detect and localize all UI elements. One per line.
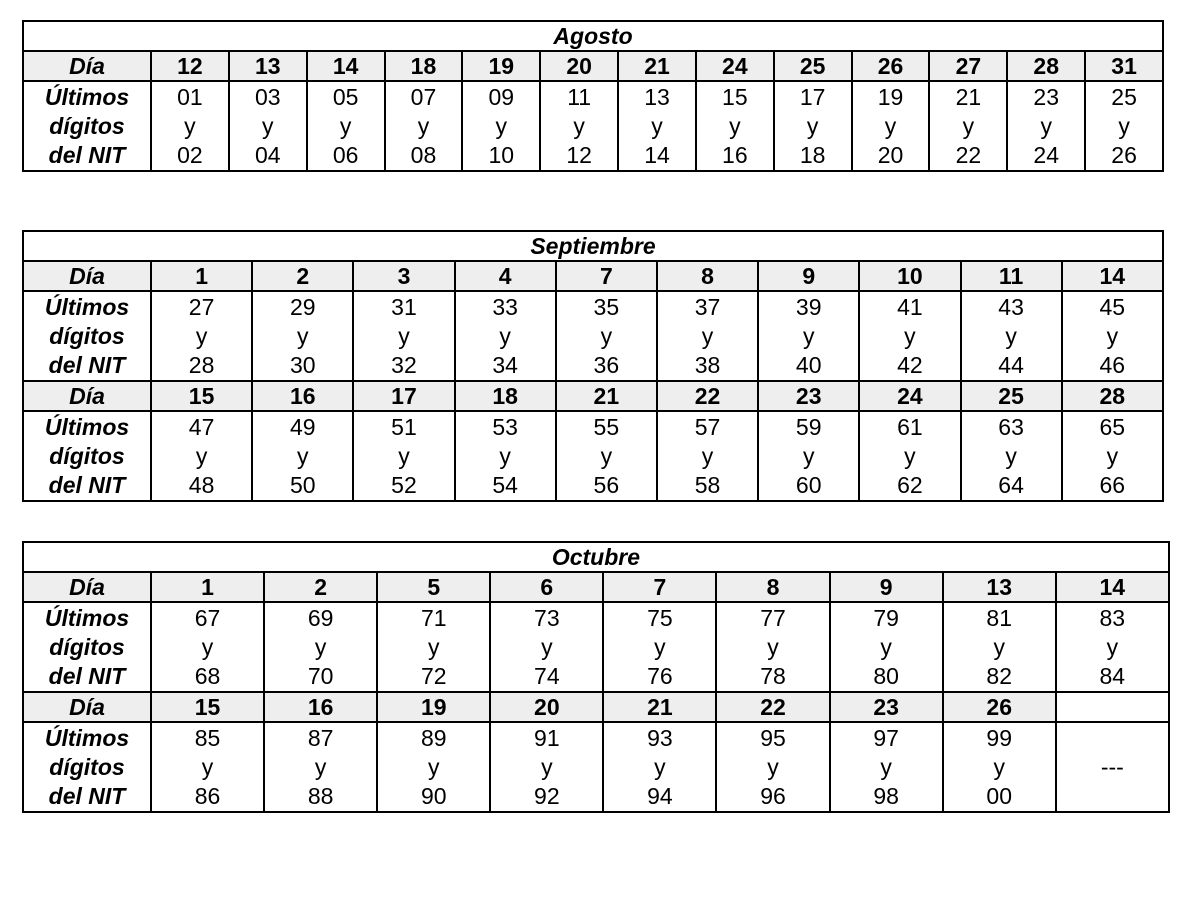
- nit-digits-cell: [657, 411, 758, 501]
- nit-digit-to: 26: [1111, 141, 1137, 168]
- nit-digits-cell: [252, 291, 353, 381]
- nit-digit-from: 75: [647, 604, 673, 631]
- nit-digits-cell: [852, 81, 930, 171]
- nit-connector: y: [802, 322, 815, 349]
- digits-label: [23, 722, 151, 812]
- day-cell: 2: [264, 572, 377, 602]
- nit-connector: y: [398, 442, 410, 469]
- nit-digits-cell: [353, 411, 454, 501]
- nit-digit-from: 67: [194, 604, 221, 631]
- nit-connector: y: [993, 753, 1005, 780]
- nit-connector: y: [195, 442, 208, 469]
- month-title: Agosto: [23, 21, 1163, 51]
- nit-digit-from: 41: [897, 293, 923, 320]
- nit-digit-from: 03: [254, 83, 281, 110]
- nit-connector: y: [993, 633, 1005, 660]
- nit-digit-to: 44: [998, 351, 1024, 378]
- nit-digit-from: 29: [289, 293, 316, 320]
- nit-digits-cell: [657, 291, 758, 381]
- nit-digits-cell: [151, 291, 252, 381]
- nit-connector: y: [201, 753, 214, 780]
- nit-digit-from: 79: [873, 604, 899, 631]
- nit-digit-to: 82: [986, 662, 1012, 689]
- digits-label-line3: del NIT: [48, 782, 126, 809]
- nit-digit-to: 36: [593, 351, 620, 378]
- nit-digit-to: 42: [897, 351, 923, 378]
- nit-connector: y: [314, 753, 327, 780]
- day-cell: 16: [264, 692, 377, 722]
- nit-digit-to: 76: [647, 662, 673, 689]
- digits-row: [23, 291, 1163, 381]
- nit-digit-to: 08: [410, 141, 437, 168]
- nit-digit-to: 96: [760, 782, 786, 809]
- nit-digit-from: 21: [955, 83, 982, 110]
- nit-digit-from: 49: [289, 413, 316, 440]
- day-cell: 25: [961, 381, 1062, 411]
- month-header-row: [23, 21, 1163, 51]
- nit-digits-cell: [540, 81, 618, 171]
- nit-connector: y: [962, 112, 975, 139]
- day-label: Día: [23, 261, 151, 291]
- nit-digit-to: 22: [955, 141, 982, 168]
- nit-digits-cell: [151, 81, 229, 171]
- nit-digit-from: 05: [332, 83, 359, 110]
- nit-connector: y: [600, 322, 613, 349]
- nit-digit-to: 62: [897, 471, 923, 498]
- nit-digit-from: 93: [647, 724, 673, 751]
- nit-digit-to: 00: [986, 782, 1012, 809]
- nit-digit-to: 16: [722, 141, 748, 168]
- nit-digit-from: 89: [420, 724, 447, 751]
- nit-digit-to: 06: [332, 141, 359, 168]
- nit-digit-to: 56: [593, 471, 620, 498]
- nit-digits-cell: [264, 602, 377, 692]
- nit-digits-cell: [758, 411, 859, 501]
- digits-label-line1: Últimos: [44, 83, 130, 110]
- nit-connector: y: [262, 112, 274, 139]
- nit-digit-from: 61: [897, 413, 923, 440]
- day-cell: 27: [929, 51, 1007, 81]
- nit-connector: y: [729, 112, 741, 139]
- day-cell: 1: [151, 572, 264, 602]
- nit-digit-from: 13: [644, 83, 670, 110]
- day-cell: 21: [556, 381, 657, 411]
- nit-digit-from: 23: [1033, 83, 1059, 110]
- nit-digits-cell: [603, 602, 716, 692]
- day-cell: 12: [151, 51, 229, 81]
- digits-label-line2: dígitos: [49, 322, 125, 349]
- nit-digit-to: 58: [694, 471, 721, 498]
- nit-connector: y: [1106, 442, 1119, 469]
- calendar-table-agosto: [22, 20, 1164, 172]
- month-header-row: [23, 231, 1163, 261]
- digits-row: [23, 722, 1169, 812]
- nit-digits-cell: [151, 602, 264, 692]
- nit-digit-from: 47: [188, 413, 215, 440]
- nit-connector: y: [651, 112, 663, 139]
- nit-digits-cell: [455, 411, 556, 501]
- day-cell: 16: [252, 381, 353, 411]
- day-cell: 22: [716, 692, 829, 722]
- nit-digit-from: 43: [998, 293, 1024, 320]
- day-row: [23, 381, 1163, 411]
- day-cell: 15: [151, 381, 252, 411]
- nit-connector: y: [654, 753, 666, 780]
- nit-digit-to: 48: [188, 471, 215, 498]
- nit-digits-cell: [859, 411, 960, 501]
- nit-digit-from: 69: [307, 604, 334, 631]
- nit-connector: y: [600, 442, 613, 469]
- nit-digit-from: 91: [534, 724, 560, 751]
- nit-digits-cell: [603, 722, 716, 812]
- nit-digit-to: 64: [998, 471, 1024, 498]
- nit-digit-from: 17: [799, 83, 826, 110]
- nit-digit-to: 02: [177, 141, 203, 168]
- day-cell: 11: [961, 261, 1062, 291]
- nit-connector: y: [701, 442, 714, 469]
- digits-label: [23, 291, 151, 381]
- nit-digit-from: 45: [1099, 293, 1126, 320]
- day-cell: 13: [943, 572, 1056, 602]
- month-title: Septiembre: [23, 231, 1163, 261]
- nit-digit-to: 74: [534, 662, 560, 689]
- nit-digit-from: 37: [694, 293, 721, 320]
- nit-digits-cell: [830, 602, 943, 692]
- nit-digits-cell: [716, 722, 829, 812]
- nit-digit-from: 31: [391, 293, 417, 320]
- day-row: [23, 51, 1163, 81]
- day-cell: 7: [556, 261, 657, 291]
- nit-digit-to: 30: [289, 351, 316, 378]
- nit-digit-to: 20: [877, 141, 904, 168]
- nit-digits-cell: [1085, 81, 1163, 171]
- nit-digits-cell: [385, 81, 463, 171]
- nit-connector: y: [884, 112, 897, 139]
- nit-digits-cell: [377, 722, 490, 812]
- nit-connector: y: [1005, 442, 1017, 469]
- day-cell: 2: [252, 261, 353, 291]
- nit-connector: y: [904, 442, 916, 469]
- nit-connector: y: [499, 322, 511, 349]
- nit-digit-from: 07: [410, 83, 437, 110]
- nit-digit-from: 87: [307, 724, 334, 751]
- nit-digits-cell: [1062, 291, 1163, 381]
- nit-digit-to: 24: [1033, 141, 1059, 168]
- day-cell: 4: [455, 261, 556, 291]
- nit-digit-from: 53: [492, 413, 518, 440]
- nit-digits-cell: [556, 291, 657, 381]
- nit-digits-cell: [151, 411, 252, 501]
- day-label: Día: [23, 692, 151, 722]
- nit-digit-to: 10: [488, 141, 515, 168]
- nit-connector: y: [1106, 322, 1119, 349]
- nit-digit-to: 60: [795, 471, 822, 498]
- digits-row: [23, 411, 1163, 501]
- day-cell: 13: [229, 51, 307, 81]
- nit-digit-to: 70: [307, 662, 334, 689]
- nit-connector: y: [339, 112, 352, 139]
- nit-digits-cell: [556, 411, 657, 501]
- nit-digit-from: 11: [567, 83, 592, 110]
- nit-digit-to: 92: [534, 782, 560, 809]
- calendar-table-octubre: [22, 541, 1170, 813]
- digits-label-line3: del NIT: [48, 662, 126, 689]
- day-cell: 31: [1085, 51, 1163, 81]
- nit-connector: y: [701, 322, 714, 349]
- nit-digits-cell: [696, 81, 774, 171]
- nit-connector: y: [314, 633, 327, 660]
- nit-digits-cell: [774, 81, 852, 171]
- nit-digit-from: 09: [488, 83, 515, 110]
- digits-label: [23, 602, 151, 692]
- nit-digits-cell: [229, 81, 307, 171]
- day-cell: 1: [151, 261, 252, 291]
- day-cell: 7: [603, 572, 716, 602]
- nit-digit-to: 68: [194, 662, 221, 689]
- nit-digits-cell: [455, 291, 556, 381]
- nit-digit-to: 90: [420, 782, 447, 809]
- nit-digits-cell: [1062, 411, 1163, 501]
- nit-connector: y: [573, 112, 585, 139]
- day-cell: 6: [490, 572, 603, 602]
- day-cell: 22: [657, 381, 758, 411]
- nit-digits-cell: [151, 722, 264, 812]
- nit-connector: y: [541, 633, 553, 660]
- nit-connector: y: [1106, 633, 1119, 660]
- nit-connector: y: [880, 753, 892, 780]
- day-cell: 14: [1062, 261, 1163, 291]
- nit-digit-from: 85: [194, 724, 221, 751]
- day-cell: 20: [540, 51, 618, 81]
- nit-digit-from: 51: [391, 413, 417, 440]
- nit-digit-to: 34: [492, 351, 518, 378]
- day-label: Día: [23, 381, 151, 411]
- nit-digits-cell: [1007, 81, 1085, 171]
- day-cell: 24: [859, 381, 960, 411]
- nit-digits-cell: [490, 602, 603, 692]
- nit-connector: y: [427, 753, 440, 780]
- day-cell: 18: [455, 381, 556, 411]
- nit-digits-cell: [490, 722, 603, 812]
- day-cell: 17: [353, 381, 454, 411]
- digits-label-line3: del NIT: [48, 141, 126, 168]
- nit-connector: y: [1040, 112, 1052, 139]
- day-label: Día: [23, 572, 151, 602]
- day-cell: 23: [830, 692, 943, 722]
- nit-digit-from: 95: [760, 724, 786, 751]
- nit-digits-cell: [377, 602, 490, 692]
- nit-digit-to: 98: [873, 782, 899, 809]
- nit-digits-cell: [462, 81, 540, 171]
- nit-digits-cell: [943, 722, 1056, 812]
- nit-empty-cell: ---: [1056, 722, 1169, 812]
- nit-connector: y: [904, 322, 916, 349]
- nit-digits-cell: [943, 602, 1056, 692]
- nit-digit-from: 63: [998, 413, 1024, 440]
- nit-digit-from: 39: [795, 293, 822, 320]
- digits-label-line3: del NIT: [48, 471, 126, 498]
- nit-digit-to: 12: [566, 141, 592, 168]
- nit-digit-to: 78: [760, 662, 786, 689]
- nit-connector: y: [541, 753, 553, 780]
- nit-digit-from: 71: [420, 604, 447, 631]
- nit-digits-cell: [758, 291, 859, 381]
- day-cell: 10: [859, 261, 960, 291]
- day-cell: [1056, 692, 1169, 722]
- nit-digit-to: 04: [254, 141, 281, 168]
- nit-digit-from: 55: [593, 413, 620, 440]
- nit-digit-from: 59: [795, 413, 822, 440]
- nit-digit-to: 28: [188, 351, 215, 378]
- nit-digit-from: 81: [986, 604, 1012, 631]
- nit-connector: y: [654, 633, 666, 660]
- nit-connector: y: [201, 633, 214, 660]
- digits-label: [23, 81, 151, 171]
- nit-digits-cell: [307, 81, 385, 171]
- day-cell: 24: [696, 51, 774, 81]
- nit-digit-to: 66: [1099, 471, 1126, 498]
- nit-digit-to: 94: [647, 782, 673, 809]
- nit-digit-to: 86: [194, 782, 221, 809]
- digits-label: [23, 411, 151, 501]
- nit-digit-to: 80: [873, 662, 899, 689]
- nit-digit-to: 52: [391, 471, 417, 498]
- day-cell: 15: [151, 692, 264, 722]
- nit-connector: y: [184, 112, 196, 139]
- day-cell: 21: [603, 692, 716, 722]
- nit-digit-from: 25: [1111, 83, 1137, 110]
- nit-digits-cell: [264, 722, 377, 812]
- digits-label-line1: Últimos: [44, 293, 130, 320]
- nit-digit-to: 32: [391, 351, 417, 378]
- nit-digits-cell: [353, 291, 454, 381]
- day-label: Día: [23, 51, 151, 81]
- day-cell: 26: [852, 51, 930, 81]
- day-cell: 26: [943, 692, 1056, 722]
- nit-connector: y: [398, 322, 410, 349]
- nit-connector: y: [1118, 112, 1130, 139]
- nit-digit-to: 50: [289, 471, 316, 498]
- nit-digit-from: 77: [760, 604, 786, 631]
- month-title: Octubre: [23, 542, 1169, 572]
- nit-digit-from: 65: [1099, 413, 1126, 440]
- day-cell: 9: [830, 572, 943, 602]
- nit-connector: y: [880, 633, 892, 660]
- nit-digit-from: 15: [722, 83, 748, 110]
- nit-digit-to: 38: [694, 351, 721, 378]
- nit-digit-to: 40: [795, 351, 822, 378]
- nit-digit-to: 54: [492, 471, 518, 498]
- nit-digit-from: 99: [986, 724, 1012, 751]
- nit-digit-from: 19: [877, 83, 904, 110]
- digits-label-line1: Últimos: [44, 604, 130, 631]
- nit-digit-from: 27: [188, 293, 215, 320]
- day-cell: 8: [716, 572, 829, 602]
- nit-digit-from: 33: [492, 293, 518, 320]
- nit-connector: y: [806, 112, 819, 139]
- nit-digit-to: 14: [644, 141, 670, 168]
- nit-connector: y: [297, 442, 309, 469]
- day-row: [23, 692, 1169, 722]
- digits-label-line3: del NIT: [48, 351, 126, 378]
- nit-digits-cell: [961, 291, 1062, 381]
- nit-digit-to: 72: [420, 662, 447, 689]
- digits-label-line1: Últimos: [44, 724, 130, 751]
- nit-connector: y: [1005, 322, 1017, 349]
- digits-label-line1: Últimos: [44, 413, 130, 440]
- nit-digit-to: 18: [799, 141, 826, 168]
- nit-digit-to: 46: [1099, 351, 1126, 378]
- nit-digits-cell: [1056, 602, 1169, 692]
- day-cell: 14: [307, 51, 385, 81]
- day-cell: 23: [758, 381, 859, 411]
- nit-digits-cell: [618, 81, 696, 171]
- nit-digits-cell: [961, 411, 1062, 501]
- nit-digit-to: 84: [1099, 662, 1126, 689]
- nit-digits-cell: [252, 411, 353, 501]
- nit-digit-to: 88: [307, 782, 334, 809]
- digits-label-line2: dígitos: [49, 112, 125, 139]
- day-cell: 20: [490, 692, 603, 722]
- digits-row: [23, 81, 1163, 171]
- day-cell: 25: [774, 51, 852, 81]
- day-cell: 28: [1062, 381, 1163, 411]
- day-cell: 8: [657, 261, 758, 291]
- nit-connector: y: [427, 633, 440, 660]
- nit-digit-from: 73: [534, 604, 560, 631]
- nit-connector: y: [767, 633, 779, 660]
- nit-connector: y: [417, 112, 430, 139]
- day-cell: 3: [353, 261, 454, 291]
- nit-digits-cell: [716, 602, 829, 692]
- nit-digit-from: 57: [694, 413, 721, 440]
- digits-row: [23, 602, 1169, 692]
- nit-connector: y: [802, 442, 815, 469]
- digits-label-line2: dígitos: [49, 442, 125, 469]
- nit-digits-cell: [830, 722, 943, 812]
- calendar-table-septiembre: [22, 230, 1164, 502]
- month-header-row: [23, 542, 1169, 572]
- digits-label-line2: dígitos: [49, 753, 125, 780]
- nit-connector: y: [495, 112, 508, 139]
- day-cell: 19: [377, 692, 490, 722]
- day-row: [23, 572, 1169, 602]
- nit-connector: y: [297, 322, 309, 349]
- day-cell: 14: [1056, 572, 1169, 602]
- day-row: [23, 261, 1163, 291]
- nit-digit-from: 35: [593, 293, 620, 320]
- nit-connector: y: [767, 753, 779, 780]
- nit-digit-from: 97: [873, 724, 899, 751]
- nit-connector: y: [499, 442, 511, 469]
- nit-digit-from: 01: [177, 83, 203, 110]
- day-cell: 28: [1007, 51, 1085, 81]
- digits-label-line2: dígitos: [49, 633, 125, 660]
- nit-digit-from: 83: [1099, 604, 1126, 631]
- day-cell: 9: [758, 261, 859, 291]
- nit-digits-cell: [929, 81, 1007, 171]
- day-cell: 5: [377, 572, 490, 602]
- day-cell: 18: [385, 51, 463, 81]
- day-cell: 19: [462, 51, 540, 81]
- day-cell: 21: [618, 51, 696, 81]
- nit-digits-cell: [859, 291, 960, 381]
- nit-connector: y: [195, 322, 208, 349]
